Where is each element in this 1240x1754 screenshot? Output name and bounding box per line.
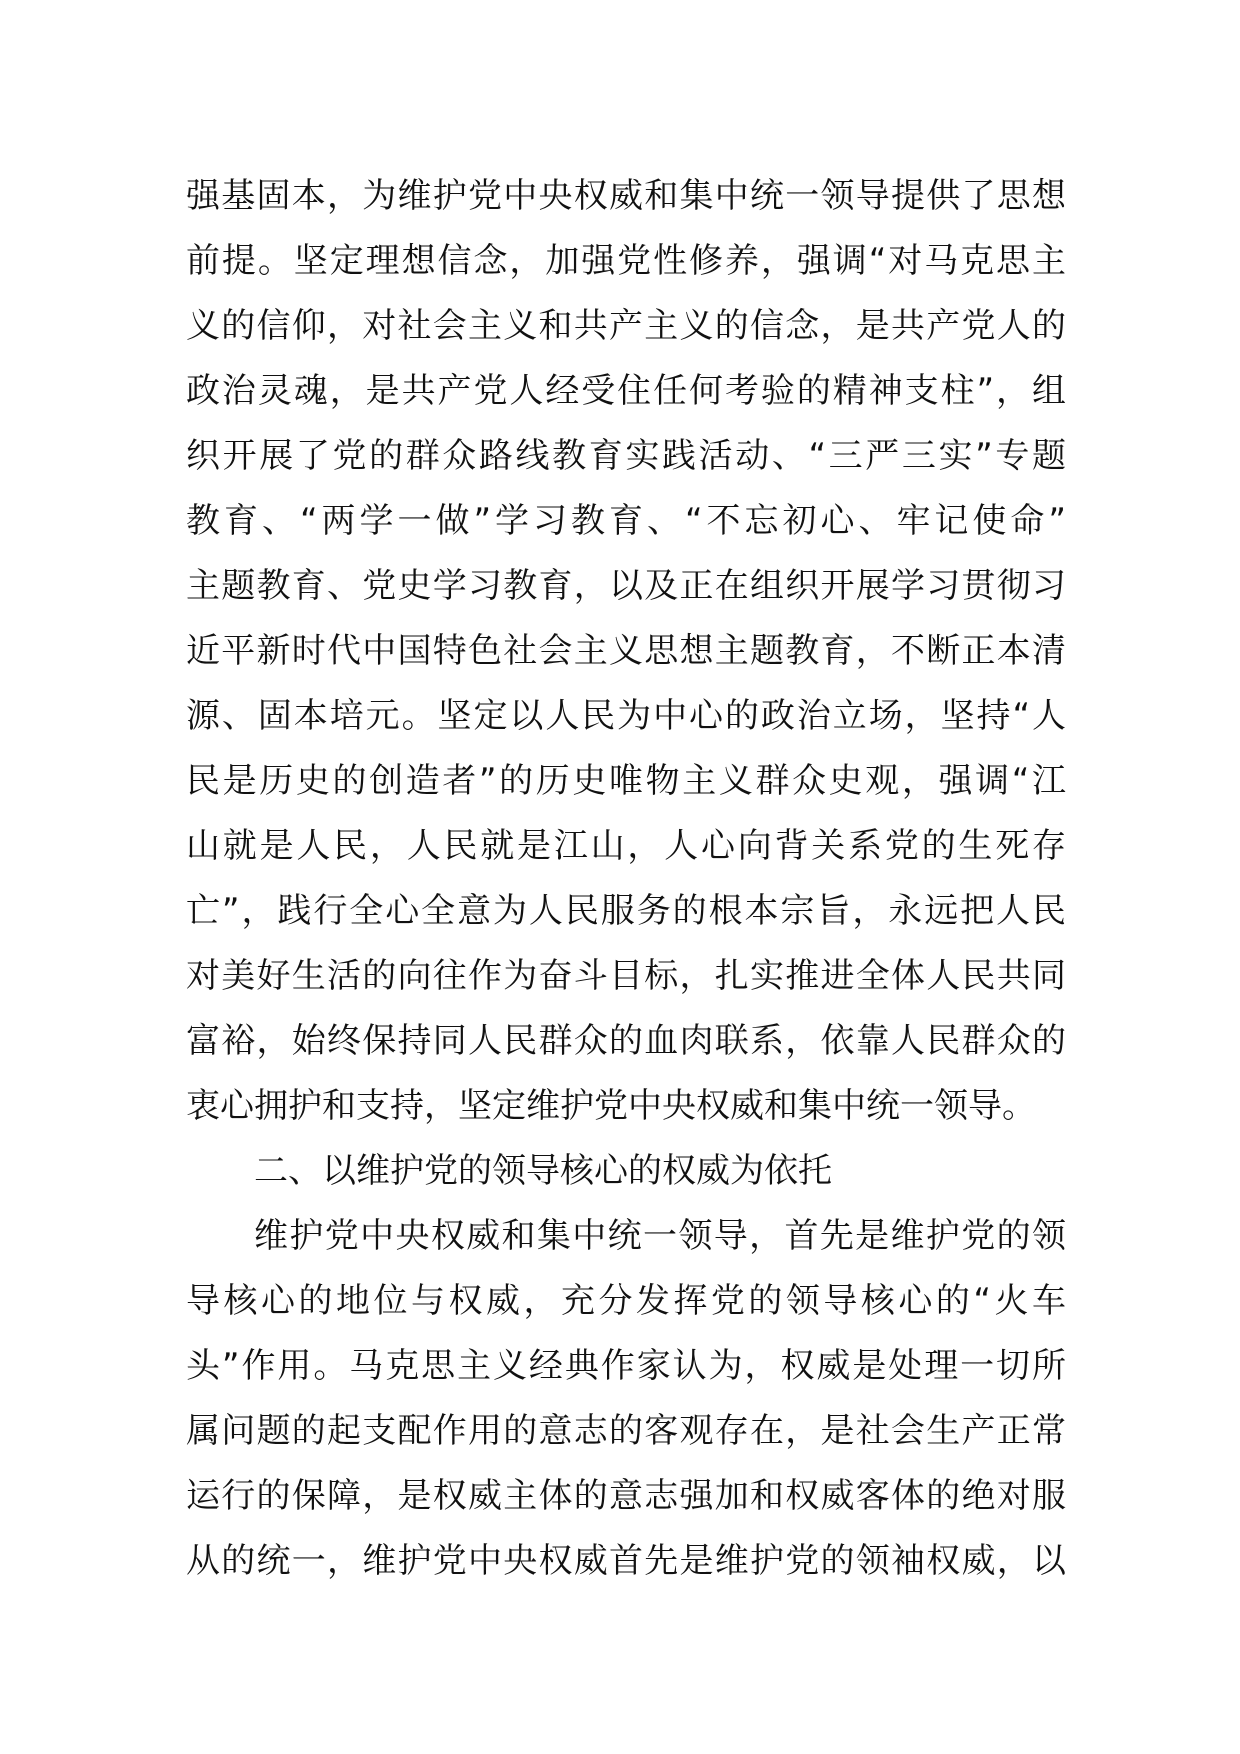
paragraph-line: 民是历史的创造者”的历史唯物主义群众史观，强调“江 [186, 761, 1066, 801]
paragraph-line: 运行的保障，是权威主体的意志强加和权威客体的绝对服 [186, 1476, 1066, 1516]
paragraph-line: 前提。坚定理想信念，加强党性修养，强调“对马克思主 [186, 241, 1066, 281]
paragraph-line: 近平新时代中国特色社会主义思想主题教育，不断正本清 [186, 631, 1066, 671]
paragraph-line: 亡”，践行全心全意为人民服务的根本宗旨，永远把人民 [186, 891, 1066, 931]
paragraph-line: 山就是人民，人民就是江山，人心向背关系党的生死存 [186, 826, 1066, 866]
paragraph-line: 主题教育、党史学习教育，以及正在组织开展学习贯彻习 [186, 566, 1066, 606]
paragraph-line: 义的信仰，对社会主义和共产主义的信念，是共产党人的 [186, 306, 1066, 346]
paragraph-line: 头”作用。马克思主义经典作家认为，权威是处理一切所 [186, 1346, 1066, 1386]
section-heading: 二、以维护党的领导核心的权威为依托 [254, 1151, 832, 1191]
paragraph-line: 属问题的起支配作用的意志的客观存在，是社会生产正常 [186, 1411, 1066, 1451]
paragraph-line: 维护党中央权威和集中统一领导，首先是维护党的领 [254, 1216, 1066, 1256]
paragraph-line: 富裕，始终保持同人民群众的血肉联系，依靠人民群众的 [186, 1021, 1066, 1061]
paragraph-line: 导核心的地位与权威，充分发挥党的领导核心的“火车 [186, 1281, 1066, 1321]
paragraph-line: 织开展了党的群众路线教育实践活动、“三严三实”专题 [186, 436, 1066, 476]
paragraph-line: 从的统一，维护党中央权威首先是维护党的领袖权威，以 [186, 1541, 1066, 1581]
paragraph-line: 教育、“两学一做”学习教育、“不忘初心、牢记使命” [186, 501, 1066, 541]
paragraph-line: 衷心拥护和支持，坚定维护党中央权威和集中统一领导。 [186, 1086, 1036, 1126]
paragraph-line: 政治灵魂，是共产党人经受住任何考验的精神支柱”，组 [186, 371, 1066, 411]
paragraph-line: 强基固本，为维护党中央权威和集中统一领导提供了思想 [186, 176, 1066, 216]
body-text [186, 164, 1066, 1594]
paragraph-line: 源、固本培元。坚定以人民为中心的政治立场，坚持“人 [186, 696, 1066, 736]
paragraph-line: 对美好生活的向往作为奋斗目标，扎实推进全体人民共同 [186, 956, 1066, 996]
